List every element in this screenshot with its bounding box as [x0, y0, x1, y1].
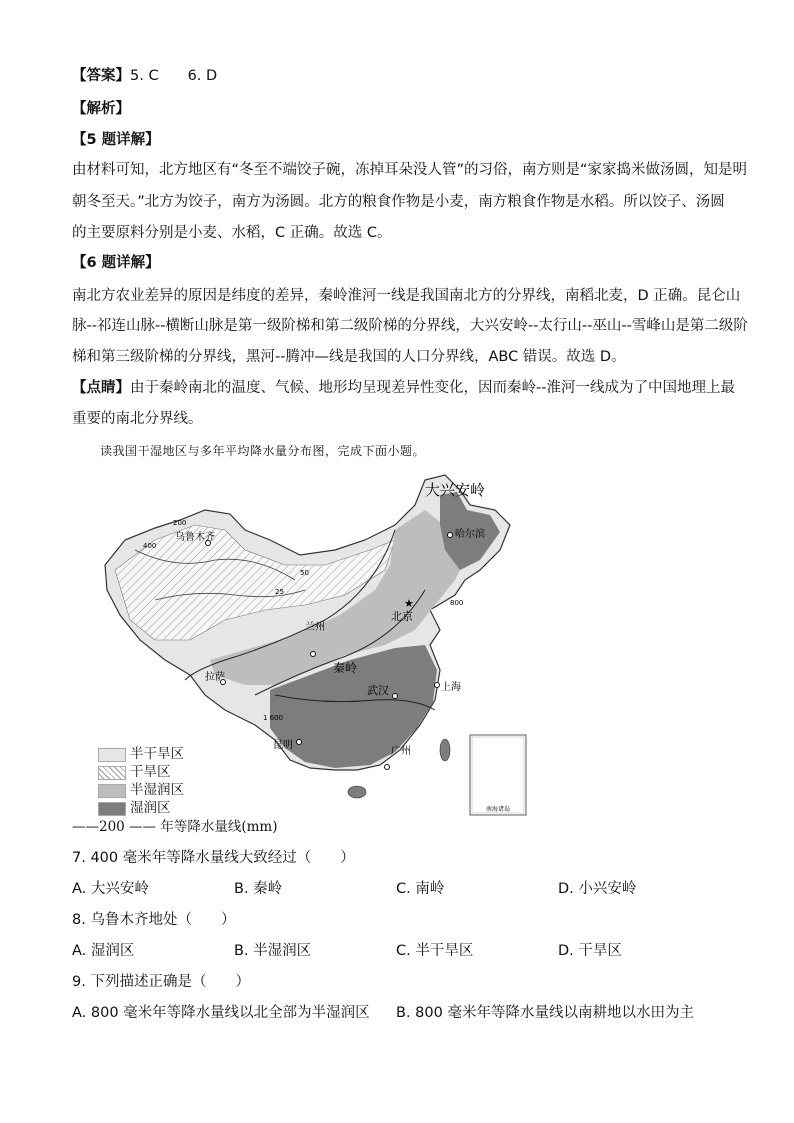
- isoline-legend: ——200 —— 年等降水量线(mm): [72, 819, 278, 835]
- place-label: 武汉: [367, 684, 389, 697]
- isoline-label: 800: [450, 599, 464, 607]
- capital-star-icon: ★: [404, 597, 414, 610]
- place-label: 哈尔滨: [455, 529, 485, 540]
- q7-option-b[interactable]: B. 秦岭: [234, 881, 283, 897]
- map-caption: 读我国干湿地区与多年平均降水量分布图，完成下面小题。: [100, 444, 426, 458]
- tip-label: 【点睛】: [72, 380, 130, 396]
- place-label: 秦岭: [333, 661, 358, 675]
- q7-stem: 7. 400 毫米年等降水量线大致经过（ ）: [72, 850, 355, 866]
- tip-line: 重要的南北分界线。: [72, 411, 203, 427]
- taiwan-island: [440, 739, 450, 761]
- answer-line: [72, 66, 217, 86]
- q8-option-b[interactable]: B. 半湿润区: [234, 943, 312, 959]
- q5-detail-line: 朝冬至天。”北方为饺子，南方为汤圆。北方的粮食作物是小麦，南方粮食作物是水稻。所以饺子、汤圆: [72, 194, 725, 210]
- inset-label: 南海诸岛: [485, 806, 511, 813]
- hainan-island: [348, 786, 366, 798]
- tip-text: 由于秦岭南北的温度、气候、地形均呈现差异性变化，因而秦岭--淮河一线成为了中国地理上最: [130, 380, 735, 396]
- place-label: 上海: [441, 682, 461, 693]
- q9-stem: 9. 下列描述正确是（ ）: [72, 974, 250, 990]
- isoline-label: 400: [143, 542, 157, 550]
- q8-option-d[interactable]: D. 干旱区: [558, 943, 622, 959]
- isoline-label: 1 600: [263, 714, 284, 722]
- q5-detail-line: 的主要原料分别是小麦、水稻，C 正确。故选 C。: [72, 225, 392, 241]
- place-label: 昆明: [273, 740, 293, 751]
- q6-detail-line: 南北方农业差异的原因是纬度的差异，秦岭淮河一线是我国南北方的分界线，南稻北麦，D 正确。昆仑山: [72, 288, 741, 304]
- answer-text: 5. C 6. D: [130, 68, 218, 84]
- q5-detail-label: 【5 题详解】: [72, 132, 160, 148]
- place-label: 大兴安岭: [425, 481, 486, 499]
- isoline-label: 25: [275, 588, 284, 596]
- q9-option-b[interactable]: B. 800 毫米年等降水量线以南耕地以水田为主: [396, 1005, 694, 1021]
- q6-detail-label: 【6 题详解】: [72, 255, 160, 271]
- place-label: 兰州: [305, 622, 325, 633]
- place-label: 乌鲁木齐: [175, 532, 215, 543]
- q7-option-a[interactable]: A. 大兴安岭: [72, 881, 149, 897]
- legend-item: 干旱区: [98, 760, 171, 780]
- q9-option-a[interactable]: A. 800 毫米年等降水量线以北全部为半湿润区: [72, 1005, 370, 1021]
- place-label: 北京: [391, 610, 413, 623]
- place-label: 拉萨: [205, 672, 225, 683]
- q6-detail-line: 梯和第三级阶梯的分界线，黑河--腾冲—线是我国的人口分界线，ABC 错误。故选 D。: [72, 349, 626, 365]
- q8-option-c[interactable]: C. 半干旱区: [396, 943, 474, 959]
- tip-line: [72, 378, 735, 398]
- analysis-label: 【解析】: [72, 101, 130, 117]
- legend-item: 半干旱区: [98, 742, 184, 762]
- legend-item: 半湿润区: [98, 778, 184, 798]
- isoline-label: 50: [300, 569, 309, 577]
- q7-option-d[interactable]: D. 小兴安岭: [558, 881, 637, 897]
- answer-label: 【答案】: [72, 68, 130, 84]
- q7-option-c[interactable]: C. 南岭: [396, 881, 445, 897]
- q8-stem: 8. 乌鲁木齐地处（ ）: [72, 912, 236, 928]
- place-label: 广州: [391, 746, 411, 757]
- q6-detail-line: 脉--祁连山脉--横断山脉是第一级阶梯和第二级阶梯的分界线，大兴安岭--太行山--巫山--雪峰山是第二级阶: [72, 318, 748, 334]
- q8-option-a[interactable]: A. 湿润区: [72, 943, 135, 959]
- legend-item: 湿润区: [98, 796, 171, 816]
- isoline-label: 200: [173, 519, 187, 527]
- south-china-sea-inset: [470, 735, 526, 815]
- q5-detail-line: 由材料可知，北方地区有“冬至不端饺子碗，冻掉耳朵没人管”的习俗，南方则是“家家捣米做汤圆，知是明: [72, 162, 748, 178]
